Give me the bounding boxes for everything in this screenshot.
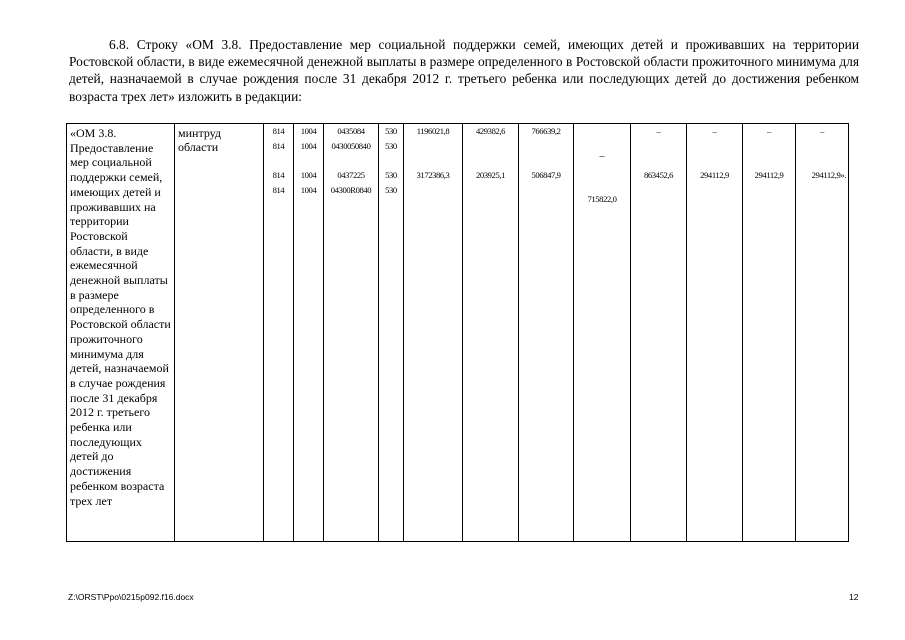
csr-cell [324,124,379,542]
year-2020-value: 294112,9». [811,170,846,180]
rzpr-code: 1004 [300,185,317,195]
year-2015-cell [519,124,574,542]
year-2017-value: – [656,126,661,136]
year-2015-value: 766639,2 [531,126,561,136]
total-cell [404,124,463,542]
year-2016-value: 715822,0 [587,194,617,204]
year-2018-value: – [712,126,717,136]
year-2019-value: – [767,126,771,136]
year-2017-cell [631,124,687,542]
executor-name: минтруд области [178,126,222,154]
total-value: 3172386,3 [416,170,450,180]
grbs-code: 814 [272,126,285,136]
grbs-code: 814 [272,141,285,151]
measure-name-cell [67,124,175,542]
table-row [67,124,903,542]
year-2020-value: – [820,126,824,136]
year-2017-value: 863452,6 [643,170,674,180]
year-2014-cell [463,124,519,542]
measure-name: «ОМ 3.8. Предоставление мер социальной поддержки семей, имеющих детей и проживавших на территории Ростовской области, в виде ежемесячной денежной выплаты в размере определенного в Ростовской области прожиточного минимума для детей, назначаемой в случае рождения после 31 декабря 2012 г. третьего ребенка или последующих детей до достижения ребенком возраста трех лет [70,126,171,508]
footer-page-number: 12 [849,592,859,602]
year-2016-cell [574,124,631,542]
vr-code: 530 [385,185,397,195]
year-2018-cell [687,124,743,542]
year-2014-value: 429382,6 [475,126,506,136]
executor-cell [175,124,264,542]
rzpr-code: 1004 [300,126,317,136]
year-2019-value: 294112,9 [754,170,784,180]
budget-table [66,123,903,542]
intro-text: 6.8. Строку «ОМ 3.8. Предоставление мер социальной поддержки семей, имеющих детей и проживавших на территории Ростовской области, в виде ежемесячной денежной выплаты в размере определенного в Ростовской области прожиточного минимума для детей, назначаемой в случае рождения после 31 декабря 2012 г. третьего ребенка или последующих детей до достижения ребенком возраста трех лет» изложить в редакции: [69,37,859,104]
vr-cell [379,124,404,542]
total-value: 1196021,8 [416,126,450,136]
csr-code: 0437225 [337,170,365,180]
csr-code: 04300R0840 [330,185,372,195]
rzpr-code: 1004 [300,170,317,180]
grbs-code: 814 [272,185,285,195]
vr-code: 530 [385,141,397,151]
csr-code: 0430050840 [331,141,371,151]
vr-code: 530 [385,126,397,136]
csr-code: 0435084 [337,126,365,136]
grbs-cell [264,124,294,542]
rzpr-code: 1004 [300,141,317,151]
intro-paragraph [69,36,859,105]
grbs-code: 814 [272,170,285,180]
year-2019-cell [743,124,796,542]
year-2016-dash: – [599,151,605,162]
rzpr-cell [294,124,324,542]
year-2018-value: 294112,9 [700,170,729,180]
year-2015-value: 506847,9 [531,170,561,180]
year-2014-value: 203925,1 [475,170,506,180]
vr-code: 530 [385,170,397,180]
year-2020-cell [796,124,849,542]
footer-file-path: Z:\ORST\Ppo\0215p092.f16.docx [68,592,194,602]
